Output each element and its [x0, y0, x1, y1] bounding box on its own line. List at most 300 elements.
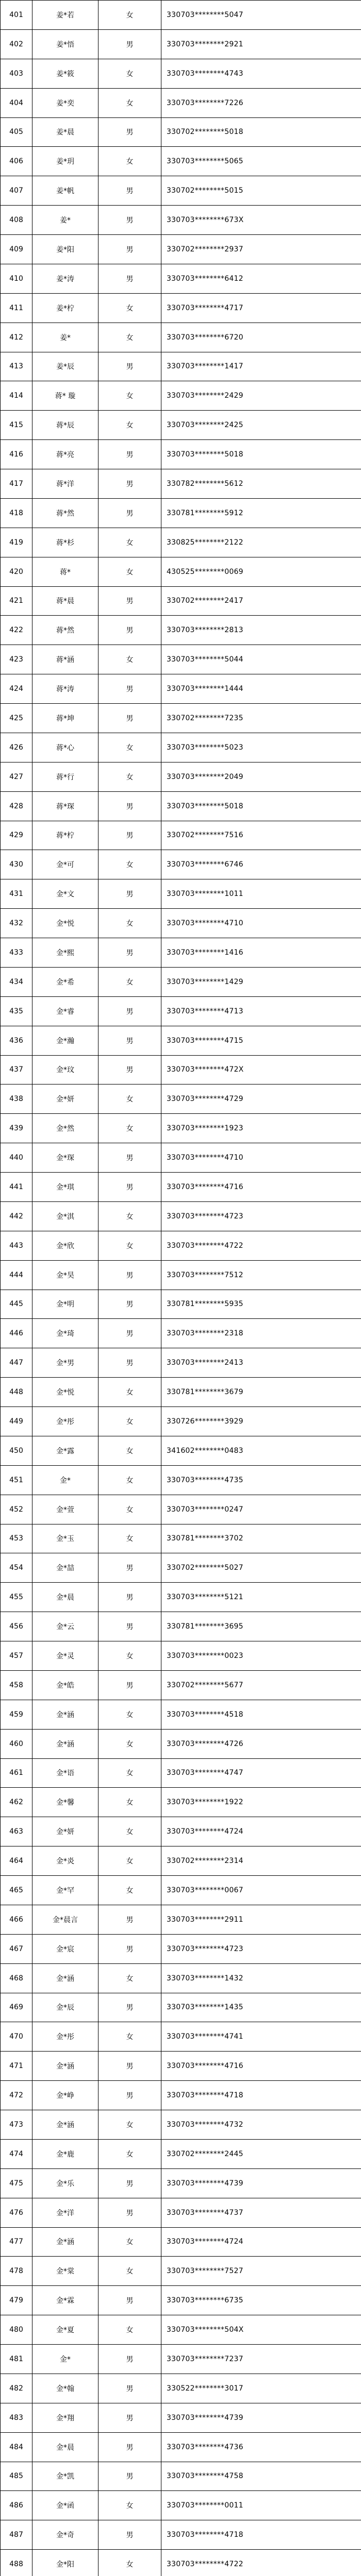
gender-cell: 男 — [99, 1934, 161, 1963]
row-number-cell: 431 — [1, 879, 32, 909]
id-number-cell: 330702********7516 — [161, 821, 361, 850]
id-number-cell: 330703********2813 — [161, 616, 361, 645]
row-number-cell: 422 — [1, 616, 32, 645]
row-number-cell: 488 — [1, 2550, 32, 2576]
name-cell: 金*罕 — [32, 1876, 99, 1905]
name-cell: 金* — [32, 1465, 99, 1495]
table-row — [1, 1319, 361, 1348]
row-number-cell: 463 — [1, 1817, 32, 1846]
row-number-cell: 467 — [1, 1934, 32, 1963]
gender-cell: 男 — [99, 352, 161, 381]
row-number-cell: 479 — [1, 2286, 32, 2315]
id-number-cell: 330781********3695 — [161, 1612, 361, 1641]
id-number-cell: 330703********4758 — [161, 2462, 361, 2491]
row-number-cell: 454 — [1, 1553, 32, 1583]
gender-cell: 男 — [99, 2286, 161, 2315]
name-cell: 姜* — [32, 206, 99, 235]
id-number-cell: 330703********472X — [161, 1055, 361, 1084]
gender-cell: 女 — [99, 967, 161, 996]
row-number-cell: 476 — [1, 2198, 32, 2227]
id-number-cell: 330703********6412 — [161, 264, 361, 293]
id-number-cell: 330702********5677 — [161, 1670, 361, 1700]
gender-cell: 女 — [99, 1, 161, 30]
id-number-cell: 330702********5027 — [161, 1553, 361, 1583]
name-cell: 姜*奕 — [32, 88, 99, 117]
row-number-cell: 435 — [1, 996, 32, 1026]
gender-cell: 女 — [99, 1641, 161, 1671]
name-cell: 蒋*亮 — [32, 440, 99, 469]
gender-cell: 男 — [99, 879, 161, 909]
gender-cell: 男 — [99, 1993, 161, 2022]
gender-cell: 女 — [99, 1788, 161, 1817]
name-cell: 姜*涛 — [32, 264, 99, 293]
id-number-cell: 330703********4715 — [161, 1026, 361, 1055]
gender-cell: 男 — [99, 938, 161, 968]
row-number-cell: 410 — [1, 264, 32, 293]
name-cell: 蒋*心 — [32, 733, 99, 762]
name-cell: 金*昊 — [32, 1260, 99, 1290]
table-row — [1, 996, 361, 1026]
gender-cell: 女 — [99, 1700, 161, 1729]
table-row — [1, 967, 361, 996]
table-row — [1, 1026, 361, 1055]
row-number-cell: 447 — [1, 1348, 32, 1378]
gender-cell: 女 — [99, 1758, 161, 1788]
table-row — [1, 879, 361, 909]
table-row — [1, 938, 361, 968]
name-cell: 姜*帆 — [32, 176, 99, 206]
id-number-cell: 330703********7226 — [161, 88, 361, 117]
name-cell: 金*函 — [32, 2491, 99, 2520]
id-number-cell: 330703********2318 — [161, 1319, 361, 1348]
row-number-cell: 452 — [1, 1495, 32, 1524]
row-number-cell: 484 — [1, 2432, 32, 2462]
name-cell: 金*夏 — [32, 2315, 99, 2345]
gender-cell: 男 — [99, 704, 161, 733]
table-row — [1, 1465, 361, 1495]
gender-cell: 男 — [99, 469, 161, 499]
gender-cell: 男 — [99, 1290, 161, 1319]
name-cell: 蒋*洋 — [32, 469, 99, 499]
id-number-cell: 330703********2413 — [161, 1348, 361, 1378]
gender-cell: 女 — [99, 1407, 161, 1436]
gender-cell: 女 — [99, 88, 161, 117]
table-row — [1, 176, 361, 206]
table-row — [1, 1524, 361, 1553]
name-cell: 蒋* 璇 — [32, 381, 99, 411]
name-cell: 姜*晨 — [32, 117, 99, 147]
id-number-cell: 330702********2314 — [161, 1846, 361, 1876]
row-number-cell: 477 — [1, 2227, 32, 2257]
gender-cell: 女 — [99, 850, 161, 879]
row-number-cell: 471 — [1, 2052, 32, 2081]
table-row — [1, 1729, 361, 1758]
gender-cell: 男 — [99, 616, 161, 645]
id-number-cell: 330703********4747 — [161, 1758, 361, 1788]
name-cell: 金*炎 — [32, 1846, 99, 1876]
name-cell: 金*熙 — [32, 938, 99, 968]
row-number-cell: 405 — [1, 117, 32, 147]
id-number-cell: 330703********5047 — [161, 1, 361, 30]
table-row — [1, 1846, 361, 1876]
name-cell: 金*涵 — [32, 2052, 99, 2081]
name-cell: 金*晨 — [32, 2432, 99, 2462]
gender-cell: 女 — [99, 1963, 161, 1993]
name-cell: 金*明 — [32, 1290, 99, 1319]
row-number-cell: 401 — [1, 1, 32, 30]
gender-cell: 女 — [99, 1729, 161, 1758]
row-number-cell: 440 — [1, 1143, 32, 1173]
id-number-cell: 330703********1444 — [161, 674, 361, 704]
table-row — [1, 1788, 361, 1817]
gender-cell: 男 — [99, 2374, 161, 2403]
row-number-cell: 430 — [1, 850, 32, 879]
gender-cell: 女 — [99, 381, 161, 411]
gender-cell: 女 — [99, 147, 161, 176]
table-row — [1, 411, 361, 440]
table-row — [1, 528, 361, 557]
row-number-cell: 434 — [1, 967, 32, 996]
id-number-cell: 330703********4518 — [161, 1700, 361, 1729]
gender-cell: 女 — [99, 733, 161, 762]
id-number-cell: 330703********5065 — [161, 147, 361, 176]
id-number-cell: 330703********4710 — [161, 909, 361, 938]
row-number-cell: 409 — [1, 235, 32, 264]
gender-cell: 男 — [99, 1026, 161, 1055]
row-number-cell: 402 — [1, 29, 32, 59]
row-number-cell: 455 — [1, 1583, 32, 1612]
table-row — [1, 2491, 361, 2520]
gender-cell: 男 — [99, 1055, 161, 1084]
table-row — [1, 2462, 361, 2491]
id-number-cell: 330703********4718 — [161, 2081, 361, 2110]
id-number-cell: 330702********5015 — [161, 176, 361, 206]
table-row — [1, 2110, 361, 2140]
name-cell: 金*妍 — [32, 1084, 99, 1114]
row-number-cell: 466 — [1, 1905, 32, 1934]
id-number-cell: 330703********2921 — [161, 29, 361, 59]
id-number-cell: 330703********4743 — [161, 59, 361, 88]
id-number-cell: 330703********504X — [161, 2315, 361, 2345]
name-cell: 金*瀚 — [32, 1026, 99, 1055]
table-row — [1, 235, 361, 264]
gender-cell: 男 — [99, 1583, 161, 1612]
name-cell: 金*玟 — [32, 1055, 99, 1084]
table-row — [1, 762, 361, 791]
row-number-cell: 417 — [1, 469, 32, 499]
table-row — [1, 645, 361, 674]
row-number-cell: 429 — [1, 821, 32, 850]
name-cell: 蒋*坤 — [32, 704, 99, 733]
name-cell: 姜*辰 — [32, 352, 99, 381]
gender-cell: 男 — [99, 1905, 161, 1934]
row-number-cell: 444 — [1, 1260, 32, 1290]
row-number-cell: 448 — [1, 1378, 32, 1407]
name-cell: 金*彤 — [32, 2022, 99, 2052]
id-number-cell: 330781********5935 — [161, 1290, 361, 1319]
name-cell: 金*涵 — [32, 1700, 99, 1729]
table-row — [1, 2257, 361, 2286]
table-row — [1, 1758, 361, 1788]
table-row — [1, 264, 361, 293]
gender-cell: 男 — [99, 2520, 161, 2550]
gender-cell: 男 — [99, 1319, 161, 1348]
table-row — [1, 821, 361, 850]
row-number-cell: 483 — [1, 2403, 32, 2432]
name-cell: 金*可 — [32, 850, 99, 879]
id-number-cell: 330703********2049 — [161, 762, 361, 791]
table-row — [1, 1055, 361, 1084]
name-cell: 蒋*柠 — [32, 821, 99, 850]
name-cell: 金*洋 — [32, 2198, 99, 2227]
id-number-cell: 330703********5121 — [161, 1583, 361, 1612]
gender-cell: 女 — [99, 2022, 161, 2052]
id-number-cell: 330703********4716 — [161, 2052, 361, 2081]
name-cell: 金*文 — [32, 879, 99, 909]
id-number-cell: 330703********4716 — [161, 1173, 361, 1202]
gender-cell: 男 — [99, 498, 161, 528]
row-number-cell: 480 — [1, 2315, 32, 2345]
name-cell: 金*峥 — [32, 2081, 99, 2110]
table-row — [1, 1993, 361, 2022]
table-row — [1, 1553, 361, 1583]
gender-cell: 女 — [99, 2257, 161, 2286]
id-number-cell: 330703********4723 — [161, 1201, 361, 1231]
id-number-cell: 330703********0247 — [161, 1495, 361, 1524]
table-row — [1, 1290, 361, 1319]
table-row — [1, 59, 361, 88]
name-cell: 姜*阳 — [32, 235, 99, 264]
name-cell: 金*涵 — [32, 1729, 99, 1758]
name-cell: 金*乐 — [32, 2168, 99, 2198]
id-number-cell: 330703********2911 — [161, 1905, 361, 1934]
gender-cell: 女 — [99, 1465, 161, 1495]
name-cell: 金*涵 — [32, 1963, 99, 1993]
id-number-cell: 330703********1429 — [161, 967, 361, 996]
name-cell: 金*欣 — [32, 1231, 99, 1260]
gender-cell: 女 — [99, 411, 161, 440]
row-number-cell: 421 — [1, 586, 32, 616]
gender-cell: 男 — [99, 2052, 161, 2081]
gender-cell: 女 — [99, 645, 161, 674]
name-cell: 金*妍 — [32, 1817, 99, 1846]
table-row — [1, 498, 361, 528]
name-cell: 金*露 — [32, 1436, 99, 1465]
gender-cell: 男 — [99, 440, 161, 469]
row-number-cell: 424 — [1, 674, 32, 704]
row-number-cell: 407 — [1, 176, 32, 206]
row-number-cell: 469 — [1, 1993, 32, 2022]
table-row — [1, 323, 361, 352]
id-number-cell: 330703********1416 — [161, 938, 361, 968]
gender-cell: 男 — [99, 117, 161, 147]
name-cell: 蒋*琛 — [32, 791, 99, 821]
row-number-cell: 441 — [1, 1173, 32, 1202]
id-number-cell: 330703********4722 — [161, 2550, 361, 2576]
table-row — [1, 381, 361, 411]
table-row — [1, 1700, 361, 1729]
gender-cell: 男 — [99, 176, 161, 206]
name-cell: 金*霖 — [32, 2286, 99, 2315]
gender-cell: 女 — [99, 1378, 161, 1407]
name-cell: 姜*若 — [32, 1, 99, 30]
id-number-cell: 330703********5044 — [161, 645, 361, 674]
gender-cell: 男 — [99, 1173, 161, 1202]
id-number-cell: 430525********0069 — [161, 557, 361, 586]
table-row — [1, 1495, 361, 1524]
row-number-cell: 449 — [1, 1407, 32, 1436]
row-number-cell: 443 — [1, 1231, 32, 1260]
id-number-cell: 330703********6720 — [161, 323, 361, 352]
name-cell: 姜*悟 — [32, 29, 99, 59]
table-row — [1, 1641, 361, 1671]
id-number-cell: 330703********1011 — [161, 879, 361, 909]
gender-cell: 女 — [99, 2315, 161, 2345]
name-cell: 金*宸 — [32, 1934, 99, 1963]
row-number-cell: 426 — [1, 733, 32, 762]
gender-cell: 男 — [99, 1670, 161, 1700]
row-number-cell: 459 — [1, 1700, 32, 1729]
gender-cell: 男 — [99, 821, 161, 850]
id-number-cell: 330703********1435 — [161, 1993, 361, 2022]
gender-cell: 女 — [99, 1495, 161, 1524]
table-row — [1, 1407, 361, 1436]
table-row — [1, 586, 361, 616]
row-number-cell: 425 — [1, 704, 32, 733]
gender-cell: 男 — [99, 206, 161, 235]
row-number-cell: 432 — [1, 909, 32, 938]
table-row — [1, 1, 361, 30]
name-cell: 金*鹿 — [32, 2139, 99, 2168]
table-row — [1, 557, 361, 586]
table-row — [1, 2052, 361, 2081]
name-cell: 金*辰 — [32, 1993, 99, 2022]
gender-cell: 男 — [99, 1260, 161, 1290]
id-number-cell: 330703********6735 — [161, 2286, 361, 2315]
row-number-cell: 473 — [1, 2110, 32, 2140]
table-row — [1, 147, 361, 176]
row-number-cell: 462 — [1, 1788, 32, 1817]
table-row — [1, 2168, 361, 2198]
gender-cell: 女 — [99, 2550, 161, 2576]
gender-cell: 女 — [99, 528, 161, 557]
name-cell: 金*琛 — [32, 1143, 99, 1173]
name-cell: 蒋*然 — [32, 498, 99, 528]
table-row — [1, 2374, 361, 2403]
name-cell: 金*奇 — [32, 2520, 99, 2550]
table-row — [1, 1348, 361, 1378]
name-cell: 蒋*涛 — [32, 674, 99, 704]
name-cell: 金*灵 — [32, 1641, 99, 1671]
id-number-cell: 330703********4724 — [161, 2227, 361, 2257]
id-number-cell: 330703********4737 — [161, 2198, 361, 2227]
id-number-cell: 330703********5018 — [161, 791, 361, 821]
gender-cell: 女 — [99, 1436, 161, 1465]
name-cell: 金*涵 — [32, 2227, 99, 2257]
id-number-cell: 330702********2937 — [161, 235, 361, 264]
gender-cell: 女 — [99, 2227, 161, 2257]
gender-cell: 男 — [99, 586, 161, 616]
name-cell: 蒋*杉 — [32, 528, 99, 557]
id-number-cell: 330703********4739 — [161, 2168, 361, 2198]
id-number-cell: 330703********0023 — [161, 1641, 361, 1671]
row-number-cell: 406 — [1, 147, 32, 176]
table-row — [1, 1143, 361, 1173]
name-cell: 金*男 — [32, 1348, 99, 1378]
row-number-cell: 451 — [1, 1465, 32, 1495]
id-number-cell: 330703********5023 — [161, 733, 361, 762]
id-number-cell: 330703********4723 — [161, 1934, 361, 1963]
row-number-cell: 413 — [1, 352, 32, 381]
table-row — [1, 2227, 361, 2257]
id-number-cell: 330726********3929 — [161, 1407, 361, 1436]
table-row — [1, 2139, 361, 2168]
table-row — [1, 909, 361, 938]
gender-cell: 男 — [99, 235, 161, 264]
name-cell: 姜*筱 — [32, 59, 99, 88]
id-number-cell: 330703********4726 — [161, 1729, 361, 1758]
gender-cell: 男 — [99, 2403, 161, 2432]
roster-table-body — [1, 1, 361, 2576]
table-row — [1, 1612, 361, 1641]
gender-cell: 男 — [99, 2432, 161, 2462]
row-number-cell: 472 — [1, 2081, 32, 2110]
row-number-cell: 411 — [1, 293, 32, 323]
name-cell: 金*翔 — [32, 2403, 99, 2432]
gender-cell: 男 — [99, 791, 161, 821]
id-number-cell: 330703********5018 — [161, 440, 361, 469]
name-cell: 金*希 — [32, 967, 99, 996]
table-row — [1, 2550, 361, 2576]
row-number-cell: 439 — [1, 1114, 32, 1143]
gender-cell: 女 — [99, 59, 161, 88]
table-row — [1, 206, 361, 235]
id-number-cell: 330825********2122 — [161, 528, 361, 557]
row-number-cell: 445 — [1, 1290, 32, 1319]
table-row — [1, 1436, 361, 1465]
id-number-cell: 330703********1923 — [161, 1114, 361, 1143]
name-cell: 金*翰 — [32, 2374, 99, 2403]
name-cell: 金*悦 — [32, 909, 99, 938]
gender-cell: 男 — [99, 1348, 161, 1378]
table-row — [1, 117, 361, 147]
gender-cell: 女 — [99, 1084, 161, 1114]
row-number-cell: 456 — [1, 1612, 32, 1641]
row-number-cell: 461 — [1, 1758, 32, 1788]
id-number-cell: 330781********3702 — [161, 1524, 361, 1553]
name-cell: 姜*柠 — [32, 293, 99, 323]
id-number-cell: 330703********1432 — [161, 1963, 361, 1993]
name-cell: 金* — [32, 2345, 99, 2374]
id-number-cell: 330703********7512 — [161, 1260, 361, 1290]
table-row — [1, 2198, 361, 2227]
name-cell: 金*棠 — [32, 2257, 99, 2286]
id-number-cell: 330522********3017 — [161, 2374, 361, 2403]
gender-cell: 女 — [99, 323, 161, 352]
gender-cell: 男 — [99, 996, 161, 1026]
gender-cell: 女 — [99, 1817, 161, 1846]
gender-cell: 女 — [99, 293, 161, 323]
row-number-cell: 450 — [1, 1436, 32, 1465]
id-number-cell: 330702********5018 — [161, 117, 361, 147]
row-number-cell: 475 — [1, 2168, 32, 2198]
gender-cell: 男 — [99, 674, 161, 704]
row-number-cell: 415 — [1, 411, 32, 440]
row-number-cell: 468 — [1, 1963, 32, 1993]
row-number-cell: 404 — [1, 88, 32, 117]
id-number-cell: 330703********6746 — [161, 850, 361, 879]
name-cell: 金*喆 — [32, 1553, 99, 1583]
